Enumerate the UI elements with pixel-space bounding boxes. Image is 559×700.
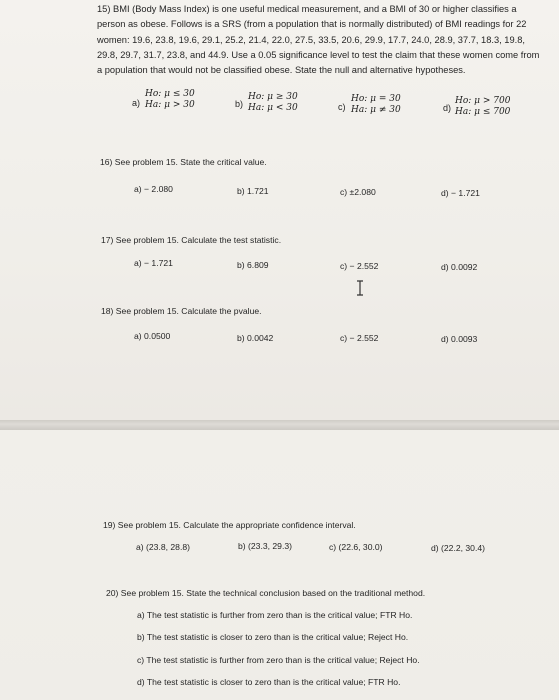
q15-option-b-null: Ho: μ ≥ 30 <box>248 92 298 102</box>
q15-option-b[interactable] <box>248 92 298 114</box>
q16-option-d[interactable]: d) − 1.721 <box>441 188 480 198</box>
q15-option-c[interactable] <box>351 94 401 116</box>
q17-option-d[interactable]: d) 0.0092 <box>441 262 478 272</box>
q19-option-d[interactable]: d) (22.2, 30.4) <box>431 543 485 553</box>
q18-option-b[interactable]: b) 0.0042 <box>237 333 274 343</box>
q15-option-a-null: Ho: μ ≤ 30 <box>145 89 195 99</box>
q20-option-a[interactable]: a) The test statistic is further from zero than is the critical value; FTR Ho. <box>137 610 413 620</box>
q18-option-c[interactable]: c) − 2.552 <box>340 333 379 343</box>
q20-option-c[interactable]: c) The test statistic is further from zero than is the critical value; Reject Ho. <box>137 655 420 665</box>
q17-option-c[interactable]: c) − 2.552 <box>340 261 379 271</box>
page-divider <box>0 420 559 430</box>
q15-option-b-alt: Ha: μ < 30 <box>248 103 298 113</box>
question-18-text: 18) See problem 15. Calculate the pvalue. <box>101 306 262 316</box>
q15-option-a-letter: a) <box>132 98 141 108</box>
q15-option-d[interactable] <box>455 96 510 118</box>
q15-option-c-alt: Ha: μ ≠ 30 <box>351 105 401 115</box>
q20-option-b[interactable]: b) The test statistic is closer to zero than is the critical value; Reject Ho. <box>137 632 409 642</box>
q18-option-a[interactable]: a) 0.0500 <box>134 331 171 341</box>
q15-option-c-null: Ho: μ = 30 <box>351 94 401 104</box>
question-20-text: 20) See problem 15. State the technical conclusion based on the traditional method. <box>106 588 426 598</box>
q15-option-a[interactable] <box>145 89 195 111</box>
question-17-text: 17) See problem 15. Calculate the test statistic. <box>101 235 282 245</box>
question-16-text: 16) See problem 15. State the critical value. <box>100 157 267 167</box>
question-15-text: 15) BMI (Body Mass Index) is one useful medical measurement, and a BMI of 30 or higher classifies a person as obese. Follows is a SRS (from a population that is normally distributed) of BMI readings for 22 women: 19.6, 23.8, 19.6, 29.1, 25.2, 21.4, 22.0, 27.5, 33.5, 20.6, 29.9, 17.7, 24.0, 28.9, 37.7, 18.3, 19.8, 29.8, 29.7, 31.7, 23.8, and 44.9. Use a 0.05 significance level to test the claim that these women come from a population that would not be classified obese. State the null and alternative hypotheses. <box>97 4 540 76</box>
question-19-text: 19) See problem 15. Calculate the appropriate confidence interval. <box>103 520 356 530</box>
q15-option-b-letter: b) <box>235 99 244 109</box>
q16-option-a[interactable]: a) − 2.080 <box>134 184 173 194</box>
q15-option-d-null: Ho: μ > 700 <box>455 96 511 106</box>
q20-option-d[interactable]: d) The test statistic is closer to zero than is the critical value; FTR Ho. <box>137 677 401 687</box>
q17-option-a[interactable]: a) − 1.721 <box>134 258 173 268</box>
q15-option-d-alt: Ha: μ ≤ 700 <box>455 107 511 117</box>
q16-option-b[interactable]: b) 1.721 <box>237 186 269 196</box>
q15-option-a-alt: Ha: μ > 30 <box>145 100 195 110</box>
q15-option-d-letter: d) <box>443 103 452 113</box>
q19-option-c[interactable]: c) (22.6, 30.0) <box>329 542 383 552</box>
q19-option-b[interactable]: b) (23.3, 29.3) <box>238 541 292 551</box>
text-cursor-icon <box>355 280 365 296</box>
q16-option-c[interactable]: c) ±2.080 <box>340 187 376 197</box>
q19-option-a[interactable]: a) (23.8, 28.8) <box>136 542 190 552</box>
q17-option-b[interactable]: b) 6.809 <box>237 260 269 270</box>
q15-option-c-letter: c) <box>338 102 346 112</box>
q18-option-d[interactable]: d) 0.0093 <box>441 334 478 344</box>
